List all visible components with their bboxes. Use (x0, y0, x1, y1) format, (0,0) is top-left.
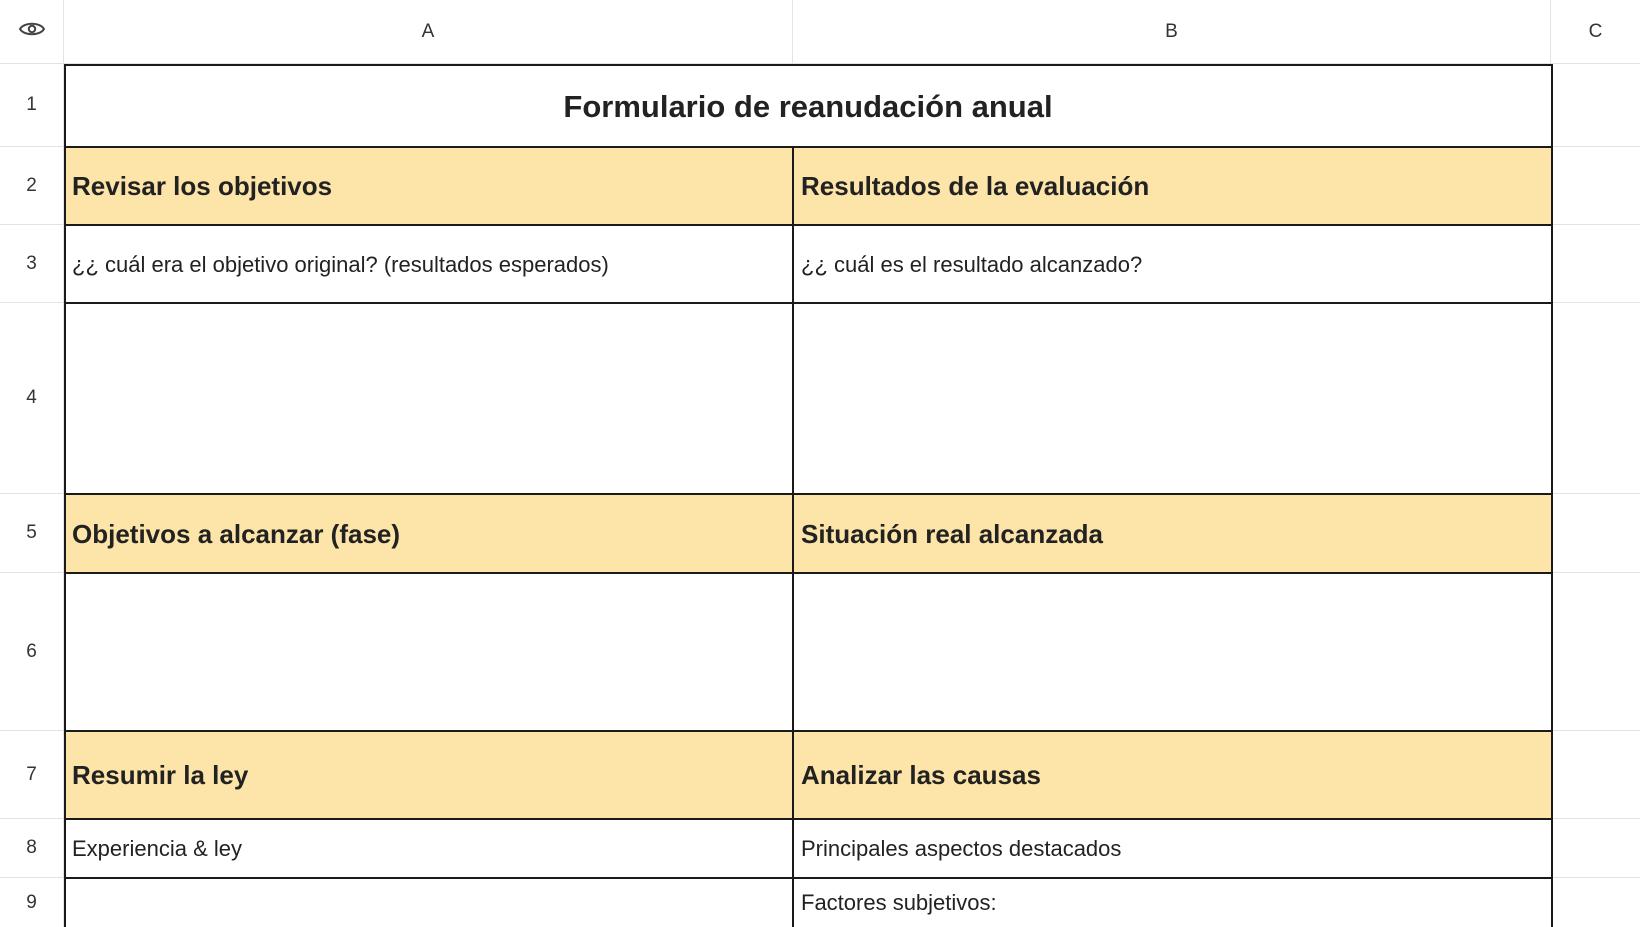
border-right (1551, 64, 1553, 927)
border-row4 (64, 493, 1553, 495)
cell-a7-summarize-law[interactable]: Resumir la ley (65, 732, 793, 819)
border-top (64, 64, 1553, 66)
cell-b9-subjective-factors[interactable]: Factores subjetivos: (801, 890, 997, 915)
border-left (64, 64, 66, 927)
cell-b6[interactable] (794, 574, 1551, 731)
cell-a4[interactable] (65, 304, 793, 494)
border-row7 (64, 818, 1553, 820)
border-row6 (64, 730, 1553, 732)
row-header-1[interactable]: 1 (0, 64, 64, 147)
column-header-a[interactable]: A (64, 0, 793, 64)
cell-b7-analyze-causes[interactable]: Analizar las causas (794, 732, 1551, 819)
cell-c3[interactable] (1551, 225, 1640, 303)
cell-a2-review-objectives[interactable]: Revisar los objetivos (65, 148, 793, 225)
cell-c7[interactable] (1551, 731, 1640, 819)
column-header-b[interactable]: B (793, 0, 1551, 64)
row-header-9[interactable]: 9 (0, 878, 64, 927)
row-header-5[interactable]: 5 (0, 494, 64, 573)
cell-c5[interactable] (1551, 494, 1640, 573)
border-row5 (64, 572, 1553, 574)
cell-a3-original-objective[interactable]: ¿¿ cuál era el objetivo original? (resultados esperados) (72, 251, 609, 277)
cell-c8[interactable] (1551, 819, 1640, 878)
cell-c4[interactable] (1551, 303, 1640, 494)
row-header-3[interactable]: 3 (0, 225, 64, 303)
column-header-c[interactable]: C (1551, 0, 1640, 64)
cell-b5-real-situation[interactable]: Situación real alcanzada (794, 495, 1551, 573)
border-row8 (64, 877, 1553, 879)
row-header-2[interactable]: 2 (0, 147, 64, 225)
cell-c6[interactable] (1551, 573, 1640, 731)
border-row2 (64, 224, 1553, 226)
row-header-7[interactable]: 7 (0, 731, 64, 819)
cell-c2[interactable] (1551, 147, 1640, 225)
cell-b2-evaluation-results[interactable]: Resultados de la evaluación (794, 148, 1551, 225)
row-header-4[interactable]: 4 (0, 303, 64, 494)
row-header-8[interactable]: 8 (0, 819, 64, 878)
border-col-ab (792, 146, 794, 927)
cell-a5-objectives-to-reach[interactable]: Objetivos a alcanzar (fase) (65, 495, 793, 573)
cell-a9[interactable] (65, 879, 793, 927)
cell-a8-experience-law[interactable]: Experiencia & ley (72, 836, 242, 861)
cell-c1[interactable] (1551, 64, 1640, 147)
select-all-corner[interactable] (0, 0, 64, 64)
cell-a6[interactable] (65, 574, 793, 731)
row-header-6[interactable]: 6 (0, 573, 64, 731)
cell-b4[interactable] (794, 304, 1551, 494)
eye-icon[interactable] (18, 19, 46, 44)
cell-c9[interactable] (1551, 878, 1640, 927)
border-row3 (64, 302, 1553, 304)
cell-b3-achieved-result[interactable]: ¿¿ cuál es el resultado alcanzado? (801, 251, 1143, 277)
form-title-cell[interactable]: Formulario de reanudación anual (563, 88, 1053, 124)
cell-b8-main-highlights[interactable]: Principales aspectos destacados (801, 836, 1122, 861)
border-row1 (64, 146, 1553, 148)
